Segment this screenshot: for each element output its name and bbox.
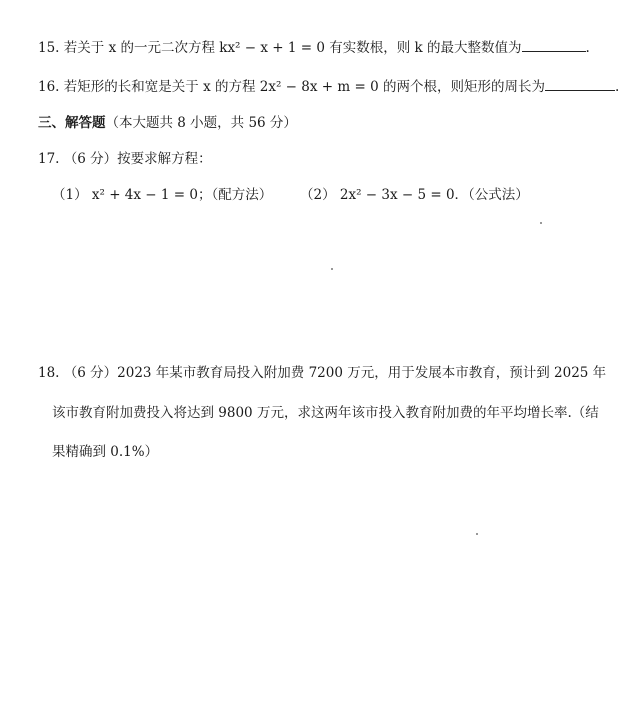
question-16-end: . (614, 79, 619, 95)
scan-speck (331, 268, 333, 270)
scan-speck (540, 222, 542, 224)
question-18-line-3: 果精确到 0.1%） (52, 444, 159, 460)
question-15-number: 15. (38, 40, 60, 56)
question-18-line-1: 18. （6 分）2023 年某市教育局投入附加费 7200 万元，用于发展本市教育，预计到 2025 年 (38, 365, 607, 381)
answer-blank-16[interactable] (545, 78, 615, 91)
section-3-title: 三、解答题 (38, 115, 106, 131)
question-18-line-2: 该市教育附加费投入将达到 9800 万元，求这两年该市投入教育附加费的年平均增长率.（结 (52, 405, 599, 421)
scan-speck (476, 533, 478, 535)
question-16-text: 若矩形的长和宽是关于 x 的方程 2x² − 8x + m = 0 的两个根，则矩形的周长为 (63, 79, 545, 95)
question-15 (38, 36, 590, 56)
answer-blank-15[interactable] (522, 39, 586, 52)
question-16-number: 16. (38, 79, 60, 95)
question-15-text: 若关于 x 的一元二次方程 kx² − x + 1 = 0 有实数根，则 k 的最大整数值为 (63, 40, 522, 56)
question-17-part-1: （1） x² + 4x − 1 = 0；（配方法） (52, 187, 273, 203)
question-16 (38, 75, 619, 95)
question-17-header: 17. （6 分）按要求解方程： (38, 151, 212, 167)
section-3-note: （本大题共 8 小题，共 56 分） (105, 115, 297, 131)
section-3-heading (38, 111, 297, 131)
question-17-part-2: （2） 2x² − 3x − 5 = 0．（公式法） (300, 187, 529, 203)
question-15-end: . (585, 40, 590, 56)
